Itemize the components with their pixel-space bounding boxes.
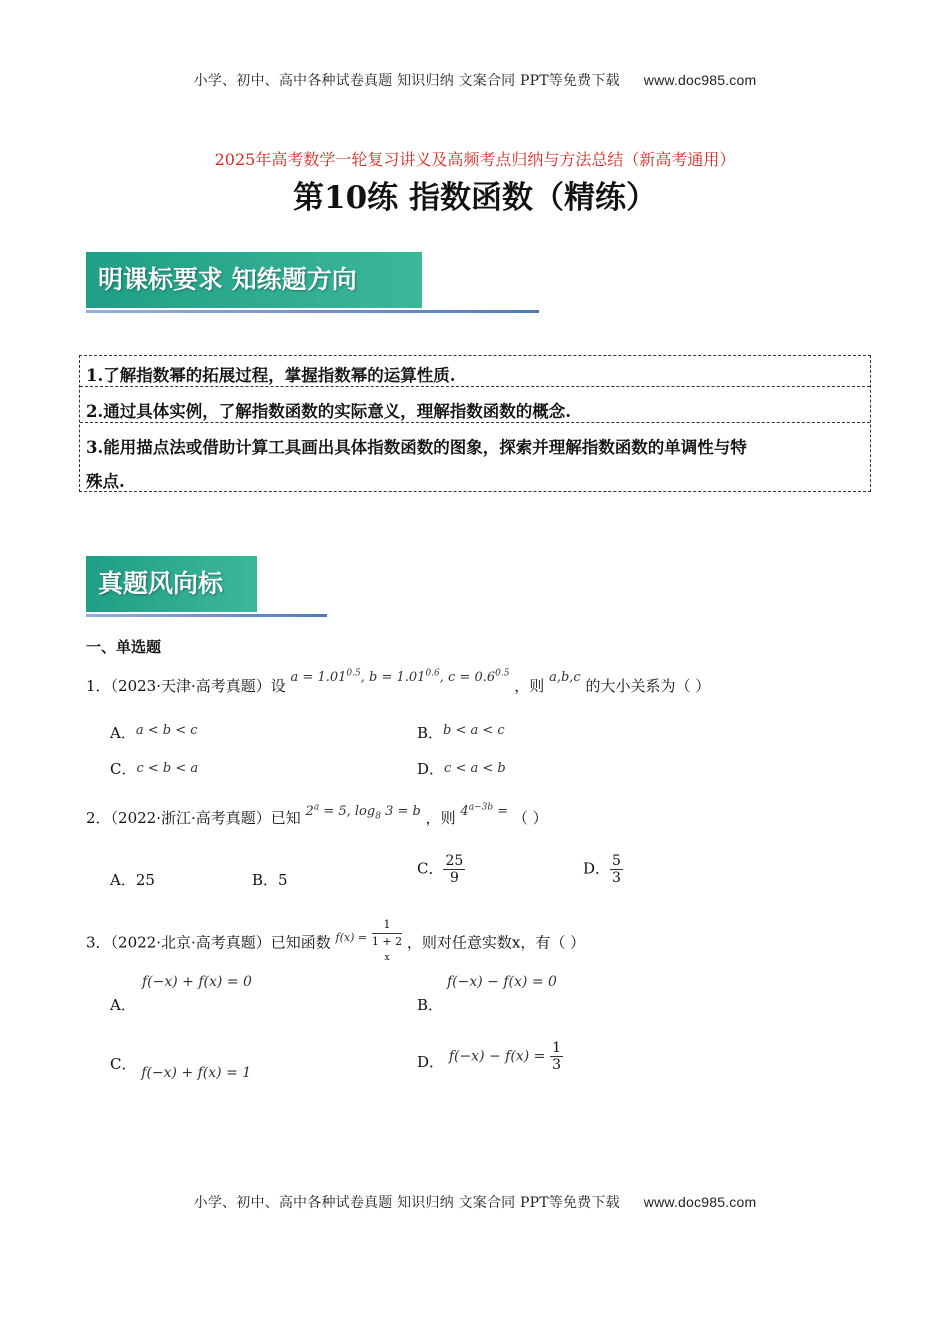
banner-underline [86, 614, 327, 617]
math-expr: a,b,c [549, 670, 581, 685]
math-expr: f(−x) + f(x) = 1 [141, 1065, 252, 1081]
page-header [0, 70, 950, 90]
divider [80, 422, 870, 423]
question-text: ，则 [514, 677, 545, 695]
option-a[interactable]: A．a < b < c [110, 723, 198, 742]
option-a[interactable] [110, 974, 252, 1015]
header-text: 小学、初中、高中各种试卷真题 知识归纳 文案合同 PPT等免费下载 [193, 73, 620, 89]
fraction: $\frac{1}{3}$ [552, 1040, 562, 1073]
option-label: B． [417, 996, 444, 1014]
fraction: 1 1 + 2 $^x$ [371, 918, 403, 963]
option-d[interactable] [417, 1040, 563, 1073]
question-text: 的大小关系为（ ） [585, 677, 711, 695]
question-3 [86, 917, 585, 970]
fraction: $\frac{5}{3}$ [612, 853, 621, 886]
footer-site[interactable]: www.doc985.com [643, 1194, 757, 1210]
header-site[interactable]: www.doc985.com [643, 72, 757, 88]
fraction: $\frac{25}{9}$ [445, 853, 464, 886]
math-expr: $2^a = 5$, $\log_8 3 = b$ [305, 802, 421, 822]
page-footer [0, 1192, 950, 1212]
requirement-item: 3.能用描点法或借助计算工具画出具体指数函数的图象，探索并理解指数函数的单调性与特 [86, 438, 747, 457]
requirement-item: 殊点. [86, 472, 125, 491]
option-c[interactable]: C．c < b < a [110, 760, 199, 778]
option-label: A． [110, 996, 136, 1014]
question-text: ，则对任意实数x，有（ ） [406, 933, 586, 952]
question-2 [86, 802, 548, 830]
requirement-item: 1.了解指数幂的拓展过程，掌握指数幂的运算性质. [86, 366, 456, 385]
option-b[interactable] [417, 974, 557, 1015]
math-expr: f(−x) + f(x) = 0 [142, 974, 252, 990]
option-label: D． [417, 1052, 445, 1071]
option-d[interactable]: D．c < a < b [417, 760, 506, 778]
math-expr: f(−x) − f(x) = 0 [447, 974, 557, 990]
question-1 [86, 668, 711, 696]
option-label: C． [110, 1055, 137, 1073]
page-title: 第10练 指数函数（精练） [293, 180, 657, 216]
math-expr: f(−x) − f(x) = [448, 1048, 546, 1065]
question-text: ，则 [425, 809, 456, 827]
divider [80, 386, 870, 387]
banner-requirements: 明课标要求 知练题方向 [86, 252, 422, 308]
option-c[interactable] [110, 1053, 252, 1081]
option-d[interactable]: D． $\frac{5}{3}$ [583, 853, 621, 886]
option-a[interactable]: A．25 [110, 871, 155, 889]
question-text: 3．（2022·北京·高考真题）已知函数 [86, 933, 331, 952]
banner-underline [86, 310, 539, 313]
requirement-item: 2.通过具体实例，了解指数函数的实际意义，理解指数函数的概念. [86, 402, 571, 421]
option-b[interactable]: B．b < a < c [417, 723, 505, 742]
question-text: 2．（2022·浙江·高考真题）已知 [86, 809, 301, 827]
math-expr: $a = 1.01^{0.5}$, $b = 1.01^{0.6}$, $c = 0.6^{0.5}$ [290, 668, 510, 685]
question-text: （ ） [512, 809, 548, 827]
footer-text: 小学、初中、高中各种试卷真题 知识归纳 文案合同 PPT等免费下载 [193, 1195, 620, 1211]
requirements-box [79, 355, 871, 492]
option-c[interactable]: C． $\frac{25}{9}$ [417, 853, 464, 886]
section-heading: 一、单选题 [86, 638, 162, 656]
math-expr: f(x) = [335, 931, 368, 945]
math-expr: $4^{a-3b}$ = [460, 802, 509, 819]
banner-real-questions: 真题风向标 [86, 556, 257, 612]
question-text: 1．（2023·天津·高考真题）设 [86, 677, 286, 695]
subtitle: 2025年高考数学一轮复习讲义及高频考点归纳与方法总结（新高考通用） [214, 150, 736, 169]
option-b[interactable]: B．5 [252, 871, 288, 889]
